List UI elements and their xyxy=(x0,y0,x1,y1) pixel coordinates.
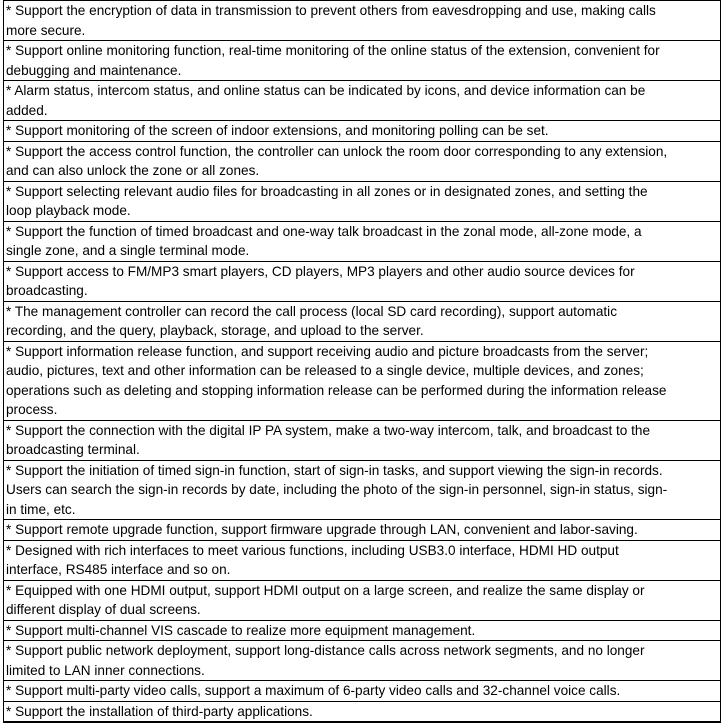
feature-cell: * Support the function of timed broadcast and one-way talk broadcast in the zonal mode, all-zone mode, a single zone, and a single terminal mode. xyxy=(4,221,721,261)
table-row xyxy=(4,181,721,221)
table-row xyxy=(4,81,721,121)
feature-cell: * The management controller can record the call process (local SD card recording), support automatic recording, and the query, playback, storage, and upload to the server. xyxy=(4,301,721,341)
table-row xyxy=(4,341,721,420)
table-row xyxy=(4,681,721,702)
feature-cell: * Support the installation of third-party applications. xyxy=(4,701,721,722)
feature-cell: * Support the encryption of data in transmission to prevent others from eavesdropping and use, making calls more secure. xyxy=(4,1,721,41)
table-row xyxy=(4,540,721,580)
table-row xyxy=(4,641,721,681)
feature-cell: * Support access to FM/MP3 smart players, CD players, MP3 players and other audio source devices for broadcasting. xyxy=(4,261,721,301)
table-row xyxy=(4,141,721,181)
feature-cell: * Support online monitoring function, real-time monitoring of the online status of the extension, convenient for debugging and maintenance. xyxy=(4,41,721,81)
feature-cell: * Support multi-party video calls, support a maximum of 6-party video calls and 32-channel voice calls. xyxy=(4,681,721,702)
table-row xyxy=(4,221,721,261)
feature-cell: * Support remote upgrade function, support firmware upgrade through LAN, convenient and labor-saving. xyxy=(4,520,721,541)
table-row xyxy=(4,121,721,142)
table-row xyxy=(4,1,721,41)
table-row xyxy=(4,41,721,81)
feature-cell: * Support the initiation of timed sign-in function, start of sign-in tasks, and support viewing the sign-in records. Users can search the sign-in records by date, including the photo of the sign-in personnel, sign-in status, sign- in time, etc. xyxy=(4,460,721,520)
table-row xyxy=(4,420,721,460)
feature-cell: * Alarm status, intercom status, and online status can be indicated by icons, and device information can be added. xyxy=(4,81,721,121)
feature-cell: * Support multi-channel VIS cascade to realize more equipment management. xyxy=(4,620,721,641)
feature-cell: * Support public network deployment, support long-distance calls across network segments, and no longer limited to LAN inner connections. xyxy=(4,641,721,681)
table-row xyxy=(4,620,721,641)
feature-cell: * Support information release function, and support receiving audio and picture broadcasts from the server; audio, pictures, text and other information can be released to a single device, multiple devices, and zones; operations such as deleting and stopping information release can be performed during the information release process. xyxy=(4,341,721,420)
feature-cell: * Equipped with one HDMI output, support HDMI output on a large screen, and realize the same display or different display of dual screens. xyxy=(4,580,721,620)
feature-table xyxy=(3,0,721,723)
feature-cell: * Support monitoring of the screen of indoor extensions, and monitoring polling can be set. xyxy=(4,121,721,142)
feature-cell: * Support selecting relevant audio files for broadcasting in all zones or in designated zones, and setting the loop playback mode. xyxy=(4,181,721,221)
table-row xyxy=(4,261,721,301)
table-row xyxy=(4,580,721,620)
feature-cell: * Support the connection with the digital IP PA system, make a two-way intercom, talk, and broadcast to the broadcasting terminal. xyxy=(4,420,721,460)
table-row xyxy=(4,460,721,520)
table-row xyxy=(4,520,721,541)
feature-cell: * Support the access control function, the controller can unlock the room door corresponding to any extension, and can also unlock the zone or all zones. xyxy=(4,141,721,181)
table-row xyxy=(4,301,721,341)
table-row xyxy=(4,701,721,722)
feature-cell: * Designed with rich interfaces to meet various functions, including USB3.0 interface, HDMI HD output interface, RS485 interface and so on. xyxy=(4,540,721,580)
